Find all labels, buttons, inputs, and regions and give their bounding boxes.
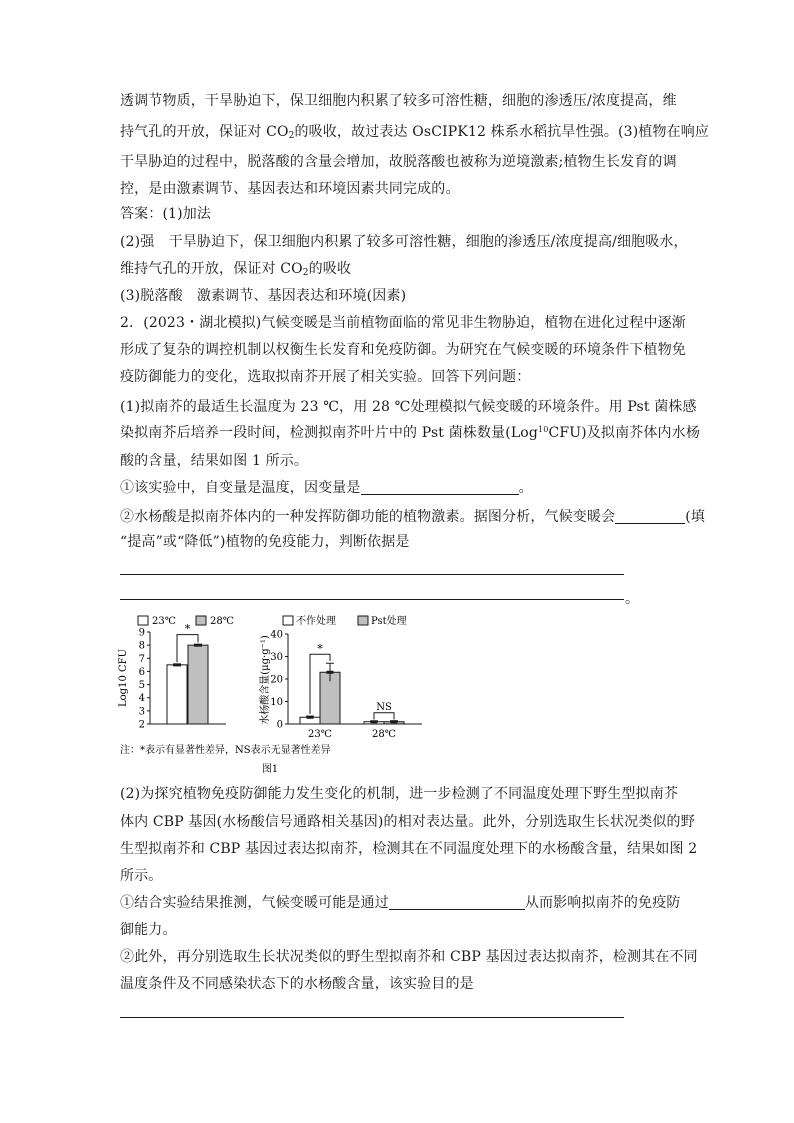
error-cap (371, 720, 378, 723)
question-line: 御能力。 (120, 922, 177, 938)
error-cap (327, 671, 334, 674)
answer-rule[interactable] (120, 1017, 624, 1018)
y-tick-label: 8 (138, 640, 145, 652)
chart-right-salicylic (258, 630, 422, 741)
question-line: (2)为探究植物免疫防御能力发生变化的机制，进一步检测了不同温度处理下野生型拟南芥 (120, 786, 678, 802)
answer-label: 答案：(1)加法 (120, 206, 212, 222)
y-tick-label: 5 (138, 680, 145, 692)
y-axis-label: 水杨酸含量(μg·g⁻¹) (260, 635, 271, 725)
y-tick-label: 3 (138, 706, 145, 718)
answer-blank[interactable] (389, 895, 525, 910)
legend-label: 不作处理 (296, 616, 336, 627)
error-cap (391, 720, 398, 723)
question-line: 体内 CBP 基因(水杨酸信号通路相关基因)的相对表达量。此外，分别选取生长状况类似的野 (120, 814, 695, 830)
question-line: 形成了复杂的调控机制以权衡生长发育和免疫防御。为研究在气候变暖的环境条件下植物免 (120, 342, 686, 358)
bar (167, 665, 187, 724)
legend-swatch-untreated (283, 616, 293, 625)
question-line: 生型拟南芥和 CBP 基因过表达拟南芥，检测其在不同温度处理下的水杨酸含量，结果如图 2 (120, 841, 698, 857)
legend-label: Pst处理 (371, 616, 407, 627)
question-line: “提高”或“降低”)植物的免疫能力，判断依据是 (120, 534, 410, 550)
question-line: 酸的含量，结果如图 1 所示。 (120, 453, 309, 469)
answer-rule[interactable] (120, 599, 624, 600)
chart-left-cfu (118, 623, 226, 731)
paragraph-line: 控，是由激素调节、基因表达和环境因素共同完成的。 (120, 181, 460, 197)
ns-bracket (374, 713, 394, 720)
question-line: (1)拟南芥的最适生长温度为 23 ℃，用 28 ℃处理模拟气候变暖的环境条件。用 Pst 菌株感 (120, 399, 697, 415)
legend-swatch-28 (196, 616, 206, 625)
legend-label: 23℃ (152, 616, 176, 627)
y-tick-label: 40 (270, 629, 283, 641)
answer-line: (2)强 干旱胁迫下，保卫细胞内积累了较多可溶性糖，细胞的渗透压/浓度提高/细胞吸水， (120, 234, 688, 250)
significance-star: * (184, 622, 191, 636)
y-tick-label: 6 (138, 666, 145, 678)
bar (188, 645, 208, 724)
figure-note: 注：*表示有显著性差异，NS表示无显著性差异 (120, 745, 331, 756)
answer-blank[interactable] (361, 480, 519, 495)
x-tick-label: 23℃ (308, 729, 332, 740)
question-line: ②水杨酸是拟南芥体内的一种发挥防御功能的植物激素。据图分析，气候变暖会 (填 (120, 509, 706, 525)
question-line: ②此外，再分别选取生长状况类似的野生型拟南芥和 CBP 基因过表达拟南芥，检测其在不同 (120, 949, 698, 965)
y-tick-label: 20 (270, 674, 283, 686)
question-line: 染拟南芥后培养一段时间，检测拟南芥叶片中的 Pst 菌株数量(Log$^{10}$CFU)及拟南芥体内水杨 (120, 425, 700, 441)
answer-rule[interactable] (120, 574, 624, 575)
figure-caption: 图1 (261, 764, 279, 775)
question-line: 温度条件及不同感染状态下的水杨酸含量，该实验目的是 (120, 976, 474, 992)
significance-star: * (317, 642, 323, 656)
error-cap (307, 716, 314, 719)
x-tick-label: 28℃ (372, 729, 396, 740)
paragraph-line: 透调节物质，干旱胁迫下，保卫细胞内积累了较多可溶性糖，细胞的渗透压/浓度提高，维 (120, 93, 677, 109)
answer-line: (3)脱落酸 激素调节、基因表达和环境(因素) (120, 288, 407, 304)
y-tick-label: 30 (270, 652, 283, 663)
question-line: ①该实验中，自变量是温度，因变量是 。 (120, 480, 533, 496)
ns-label: NS (376, 701, 392, 713)
y-tick-label: 4 (138, 693, 145, 705)
error-cap (194, 644, 202, 647)
y-axis-label: Log10 CFU (118, 649, 129, 707)
paragraph-line: 干旱胁迫的过程中，脱落酸的含量会增加，故脱落酸也被称为逆境激素;植物生长发育的调 (120, 154, 677, 170)
legend-swatch-pst (358, 616, 368, 625)
legend-label: 28℃ (210, 616, 234, 627)
answer-blank[interactable] (615, 509, 685, 524)
error-cap (173, 663, 181, 666)
y-tick-label: 2 (138, 719, 145, 731)
answer-line: 维持气孔的开放，保证对 $CO_2$的吸收 (120, 261, 352, 278)
question-line: ①结合实验结果推测，气候变暖可能是通过 从而影响拟南芥的免疫防 (120, 895, 681, 911)
figure-1 (110, 608, 430, 778)
y-tick-label: 10 (270, 697, 283, 708)
paragraph-line: 持气孔的开放，保证对 $CO_2$的吸收，故过表达 OsCIPK12 株系水稻抗旱性强。(3)植物在响应 (120, 124, 710, 141)
legend-swatch-23 (138, 616, 148, 625)
y-tick-label: 0 (276, 719, 283, 731)
question-line: 所示。 (120, 868, 163, 884)
y-tick-label: 7 (138, 653, 145, 665)
end-mark: 。 (625, 591, 639, 607)
question-line: 疫防御能力的变化，选取拟南芥开展了相关实验。回答下列问题： (120, 369, 531, 385)
y-tick-label: 9 (138, 627, 145, 639)
question-line: 2．(2023・湖北模拟)气候变暖是当前植物面临的常见非生物胁迫，植物在进化过程中逐渐 (120, 315, 686, 331)
